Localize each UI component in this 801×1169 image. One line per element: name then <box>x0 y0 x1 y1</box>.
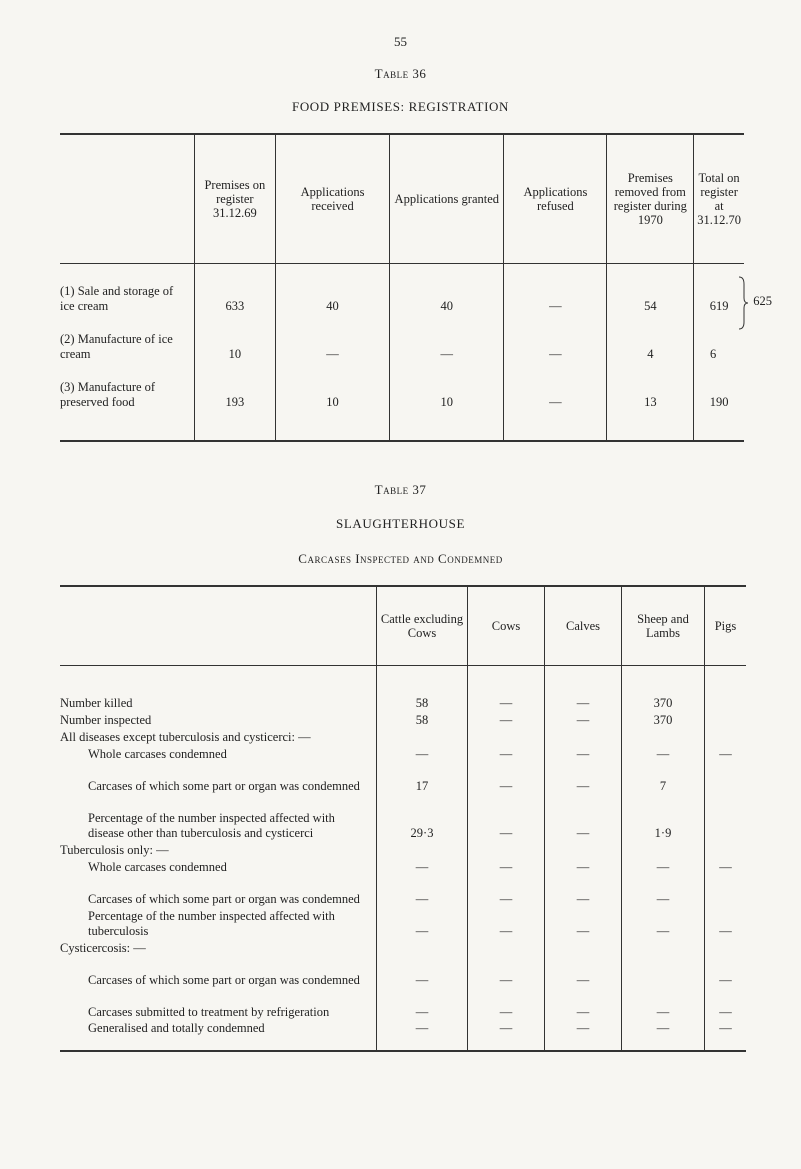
cell: — <box>468 988 545 1020</box>
cell: 633 <box>194 264 275 317</box>
table-row <box>60 666 746 711</box>
cell: — <box>545 875 622 907</box>
row-label: Carcases of which some part or organ was condemned <box>88 778 360 793</box>
cell: — <box>545 745 622 762</box>
table-row <box>60 711 746 728</box>
table-row <box>60 875 746 907</box>
table-row <box>60 939 746 956</box>
cell: 10 <box>194 316 275 364</box>
table-row <box>60 907 746 939</box>
table-row <box>60 841 746 858</box>
header-blank <box>60 586 377 666</box>
cell: 58 <box>377 711 468 728</box>
cell: — <box>468 762 545 794</box>
cell: 10 <box>275 364 389 441</box>
cell: — <box>622 907 705 939</box>
cell <box>705 875 747 907</box>
cell: — <box>622 745 705 762</box>
cell <box>622 956 705 988</box>
cell <box>468 939 545 956</box>
row-label: Percentage of the number inspected affected with tuberculosis <box>88 908 335 938</box>
table37-title: SLAUGHTERHOUSE <box>335 516 465 531</box>
header-blank <box>60 134 194 264</box>
cell: — <box>705 907 747 939</box>
row-label: Number killed <box>60 695 133 710</box>
cell: — <box>468 745 545 762</box>
cell: — <box>377 858 468 875</box>
cell: — <box>545 858 622 875</box>
cell: — <box>468 666 545 711</box>
table-row <box>60 762 746 794</box>
cell: — <box>377 1020 468 1051</box>
table-row <box>60 745 746 762</box>
table-row <box>60 988 746 1020</box>
header-premises-on-register: Premises on register 31.12.69 <box>194 134 275 264</box>
cell: 1·9 <box>622 794 705 841</box>
row-label: Tuberculosis only: — <box>60 842 169 857</box>
cell <box>468 728 545 745</box>
header-calves: Calves <box>545 586 622 666</box>
header-cows: Cows <box>468 586 545 666</box>
cell: — <box>468 1020 545 1051</box>
cell: — <box>468 907 545 939</box>
row-label: All diseases except tuberculosis and cysticerci: — <box>60 729 311 744</box>
page-number: 55 <box>394 34 407 49</box>
cell: — <box>468 711 545 728</box>
cell: — <box>545 794 622 841</box>
row-label: Carcases of which some part or organ was condemned <box>88 972 360 987</box>
cell: — <box>622 858 705 875</box>
cell: — <box>705 956 747 988</box>
cell <box>705 794 747 841</box>
cell-total: 190 <box>694 364 744 441</box>
cell <box>545 939 622 956</box>
row-label: Carcases of which some part or organ was condemned <box>88 891 360 906</box>
cell <box>468 841 545 858</box>
table37-label: Table 37 <box>374 482 427 497</box>
cell: — <box>377 988 468 1020</box>
header-premises-removed: Premises removed from register during 1970 <box>607 134 694 264</box>
header-pigs: Pigs <box>705 586 747 666</box>
cell <box>705 666 747 711</box>
cell: — <box>275 316 389 364</box>
cell: 4 <box>607 316 694 364</box>
table-row <box>60 794 746 841</box>
cell: 7 <box>622 762 705 794</box>
cell: — <box>545 711 622 728</box>
cell: — <box>468 956 545 988</box>
cell: — <box>705 745 747 762</box>
table-row <box>60 858 746 875</box>
total-value: 6 <box>710 347 717 361</box>
cell: 40 <box>275 264 389 317</box>
cell: — <box>622 988 705 1020</box>
cell: — <box>545 762 622 794</box>
cell-total <box>694 316 744 364</box>
cell: — <box>545 1020 622 1051</box>
cell: 54 <box>607 264 694 317</box>
cell: — <box>705 858 747 875</box>
header-applications-refused: Applications refused <box>504 134 607 264</box>
cell: — <box>504 264 607 317</box>
header-sheep-lambs: Sheep and Lambs <box>622 586 705 666</box>
cell: — <box>390 316 504 364</box>
cell <box>622 841 705 858</box>
header-total-on-register: Total on register at 31.12.70 <box>694 134 744 264</box>
row-label: Percentage of the number inspected affected with disease other than tuberculosis and cysticerci <box>88 810 335 840</box>
cell <box>377 841 468 858</box>
cell <box>705 939 747 956</box>
cell: 10 <box>390 364 504 441</box>
row-label: Number inspected <box>60 712 152 727</box>
table37-subtitle: Carcases Inspected and Condemned <box>298 551 503 566</box>
cell <box>377 939 468 956</box>
table-row <box>60 1020 746 1051</box>
cell: — <box>468 794 545 841</box>
slaughterhouse-table <box>60 585 746 1052</box>
row-label: Whole carcases condemned <box>88 746 227 761</box>
cell: — <box>504 316 607 364</box>
row-label: Carcases submitted to treatment by refrigeration <box>88 1004 330 1019</box>
food-premises-table <box>60 133 772 442</box>
cell: — <box>468 875 545 907</box>
cell: — <box>705 1020 747 1051</box>
cell: — <box>504 364 607 441</box>
cell: 13 <box>607 364 694 441</box>
cell: — <box>377 907 468 939</box>
cell: 40 <box>390 264 504 317</box>
cell: — <box>622 1020 705 1051</box>
slaughterhouse-body <box>60 666 746 1051</box>
cell: — <box>545 907 622 939</box>
table36-label: Table 36 <box>374 66 427 81</box>
header-cattle: Cattle excluding Cows <box>377 586 468 666</box>
cell <box>622 728 705 745</box>
cell: — <box>545 666 622 711</box>
cell: — <box>468 858 545 875</box>
table-row <box>60 728 746 745</box>
cell: — <box>545 988 622 1020</box>
cell: — <box>545 956 622 988</box>
cell: — <box>622 875 705 907</box>
table36-title: FOOD PREMISES: REGISTRATION <box>291 99 509 114</box>
row-label: Generalised and totally condemned <box>88 1020 265 1035</box>
cell: — <box>377 745 468 762</box>
cell: 29·3 <box>377 794 468 841</box>
table-row <box>60 956 746 988</box>
cell-total <box>694 264 772 317</box>
cell <box>545 728 622 745</box>
cell: — <box>705 988 747 1020</box>
cell <box>705 711 747 728</box>
row-label: Cysticercosis: — <box>60 940 146 955</box>
row-label: Whole carcases condemned <box>88 859 227 874</box>
cell <box>622 939 705 956</box>
cell <box>705 762 747 794</box>
cell: 370 <box>622 711 705 728</box>
cell <box>705 728 747 745</box>
total-value: 619 <box>709 299 729 313</box>
cell <box>545 841 622 858</box>
cell: 193 <box>194 364 275 441</box>
row-label: (3) Manufacture of preserved food <box>60 380 156 409</box>
cell: — <box>377 956 468 988</box>
row-label: (2) Manufacture of ice cream <box>60 332 173 361</box>
cell <box>377 728 468 745</box>
cell: — <box>377 875 468 907</box>
row-label: (1) Sale and storage of ice cream <box>60 284 174 313</box>
table-row <box>60 316 744 364</box>
header-applications-granted: Applications granted <box>390 134 504 264</box>
cell <box>705 841 747 858</box>
table-row <box>60 264 744 317</box>
combined-total: 625 <box>753 294 772 308</box>
cell: 58 <box>377 666 468 711</box>
brace-icon <box>738 276 748 330</box>
cell: 370 <box>622 666 705 711</box>
table-row <box>60 364 744 441</box>
header-applications-received: Applications received <box>275 134 389 264</box>
cell: 17 <box>377 762 468 794</box>
